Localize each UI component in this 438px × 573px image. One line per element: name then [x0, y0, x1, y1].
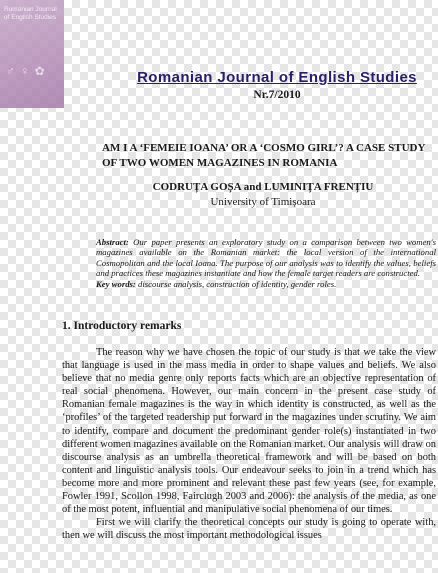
logo-line-1: Romanian Journal: [4, 6, 57, 13]
logo-line-2: of English Studies: [4, 14, 57, 21]
journal-title: Romanian Journal of English Studies: [137, 69, 417, 86]
paper-title: AM I A ‘FEMEIE IOANA’ OR A ‘COSMO GIRL’? A CASE STUDY OF TWO WOMEN MAGAZINES IN ROMANIA: [102, 142, 426, 169]
section-heading: 1. Introductory remarks: [62, 320, 182, 332]
logo-glyph: ♂ ♀ ✿: [6, 64, 46, 78]
abstract-text: Our paper presents an exploratory study on a comparison between two women's magazines available on the Romanian market: the local version of the international Cosmopolitan and the local Ioana. The purpose of our analysis was to identify the values, beliefs and practices these magazines instantiate and how the female target readers are constructed.: [96, 237, 436, 279]
keywords-label: Key words:: [96, 278, 136, 289]
paper-affiliation: University of Timișoara: [210, 196, 316, 208]
body-text: [62, 346, 436, 542]
journal-logo: [0, 0, 64, 108]
abstract-label: Abstract:: [96, 237, 129, 247]
body-paragraph: First we will clarify the theoretical concepts our study is going to operate with, then we will discuss the most important methodological issues: [62, 517, 436, 542]
body-paragraph: The reason why we have chosen the topic of our study is that we take the view that language is used in the mass media in order to shape values and beliefs. We also believe that no media genre only reports facts which are an objective representation of real social phenomena. However, our main concern in the present case study of Romanian female magazines is the way in which identity is constructed, as well as the ‘profiles’ of the targeted readership put forward in the magazines under scrutiny. We aim to identify, compare and document the predominant gender role(s) instantiated in two different women magazines available on the Romanian market. Our analysis will draw on discourse analysis as an umbrella theoretical framework and will be based on both content and linguistic analysis tools. Our endeavour seeks to join in a trend which has become more and more prominent and relevant these past few years (see, for example, Fowler 1991, Scollon 1998, Fairclugh 2003 and 2006): the analysis of the media, as one of the most potent, influential and manipulative social phenomena of our times.: [62, 347, 436, 516]
issue-number: Nr.7/2010: [253, 89, 301, 101]
logo-text: [4, 6, 62, 22]
paper-authors: CODRUȚA GOȘA and LUMINIȚA FRENȚIU: [152, 181, 374, 193]
keywords-text: discourse analysis, construction of identity, gender roles.: [135, 278, 337, 289]
abstract: [96, 237, 436, 289]
